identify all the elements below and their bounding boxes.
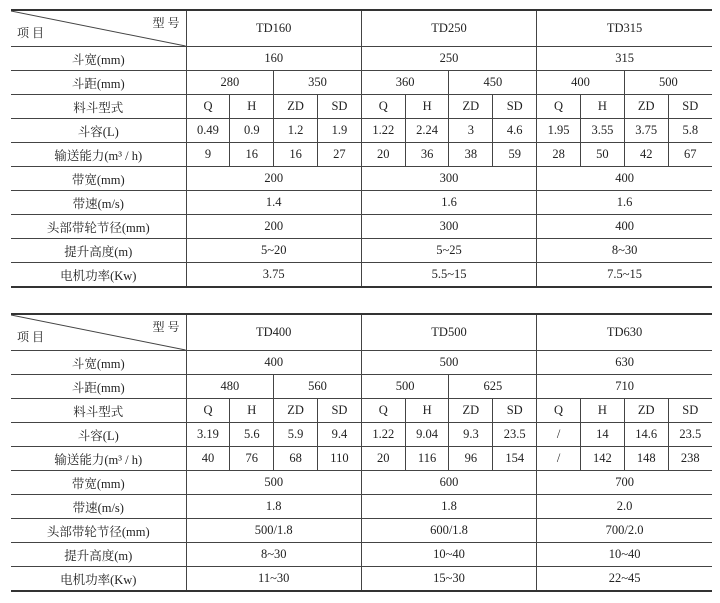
table-cell: 160 [186,47,361,71]
table-cell: 22~45 [537,567,712,592]
table-cell: 10~40 [537,543,712,567]
table-row [11,399,712,423]
table-cell: 1.8 [361,495,536,519]
model-header-cell: TD400 [186,314,361,351]
table-cell: 23.5 [668,423,712,447]
table-cell: 400 [537,167,712,191]
table-row [11,263,712,288]
row-label: 带速(m/s) [11,191,186,215]
table-cell: 0.49 [186,119,230,143]
table-cell: 14.6 [624,423,668,447]
table-cell: 16 [230,143,274,167]
table-cell: 238 [668,447,712,471]
table-cell: 15~30 [361,567,536,592]
table-cell: 5~25 [361,239,536,263]
table-cell: 1.95 [537,119,581,143]
table-cell: 400 [186,351,361,375]
table-cell: 250 [361,47,536,71]
table-cell: 40 [186,447,230,471]
table-cell: 8~30 [186,543,361,567]
table-cell: 360 [361,71,449,95]
table-cell: ZD [449,95,493,119]
table-row [11,239,712,263]
table-cell: 7.5~15 [537,263,712,288]
table-cell: 500/1.8 [186,519,361,543]
table-cell: 700/2.0 [537,519,712,543]
table-cell: 600 [361,471,536,495]
table-row [11,375,712,399]
spec-table-td400-td630 [11,313,712,592]
table-cell: Q [186,95,230,119]
table-row [11,119,712,143]
model-header-cell: TD630 [537,314,712,351]
table-cell: 68 [274,447,318,471]
table-cell: / [537,423,581,447]
table-cell: 59 [493,143,537,167]
table-cell: 4.6 [493,119,537,143]
table-cell: ZD [274,399,318,423]
table-row [11,95,712,119]
table-cell: 9.4 [318,423,362,447]
table-cell: 1.22 [361,423,405,447]
corner-header-cell [11,10,186,47]
row-label: 斗距(mm) [11,71,186,95]
row-label: 提升高度(m) [11,543,186,567]
table-cell: ZD [449,399,493,423]
row-label: 斗宽(mm) [11,47,186,71]
table-cell: 28 [537,143,581,167]
table-row [11,423,712,447]
table-cell: 630 [537,351,712,375]
model-header-cell: TD160 [186,10,361,47]
row-label: 斗距(mm) [11,375,186,399]
table-cell: 2.0 [537,495,712,519]
table-cell: 3.75 [186,263,361,288]
table-row [11,447,712,471]
table-cell: Q [537,95,581,119]
row-label: 提升高度(m) [11,239,186,263]
table-cell: SD [668,95,712,119]
table-cell: 16 [274,143,318,167]
table-cell: 1.9 [318,119,362,143]
table-cell: 1.2 [274,119,318,143]
table-cell: 20 [361,447,405,471]
table-cell: SD [493,95,537,119]
row-label: 头部带轮节径(mm) [11,519,186,543]
table-row [11,167,712,191]
table-row [11,71,712,95]
table-cell: 0.9 [230,119,274,143]
table-cell: H [580,95,624,119]
table-cell: H [405,95,449,119]
table-cell: 560 [274,375,362,399]
table-cell: 5.5~15 [361,263,536,288]
row-label: 输送能力(m³ / h) [11,143,186,167]
table-cell: 154 [493,447,537,471]
table-cell: 14 [580,423,624,447]
row-label: 电机功率(Kw) [11,263,186,288]
table-row [11,519,712,543]
table-cell: 76 [230,447,274,471]
model-header-cell: TD500 [361,314,536,351]
spec-table-td160-td315 [11,9,712,288]
table-cell: 1.22 [361,119,405,143]
table-cell: 300 [361,215,536,239]
table-cell: 148 [624,447,668,471]
model-header-cell: TD250 [361,10,536,47]
table-row [11,215,712,239]
table-cell: 3.19 [186,423,230,447]
table-row [11,471,712,495]
table-cell: 2.24 [405,119,449,143]
table-cell: / [537,447,581,471]
item-header-label: 项 目 [17,26,45,40]
table-cell: H [230,399,274,423]
table-cell: 27 [318,143,362,167]
table-cell: 11~30 [186,567,361,592]
table-cell: 200 [186,215,361,239]
table-cell: 20 [361,143,405,167]
table-cell: 116 [405,447,449,471]
table-row [11,191,712,215]
table-cell: 3 [449,119,493,143]
table-cell: Q [186,399,230,423]
table-cell: 400 [537,215,712,239]
table-cell: 1.6 [361,191,536,215]
item-header-label: 项 目 [17,330,45,344]
table-row [11,143,712,167]
table-cell: 5.8 [668,119,712,143]
table-row [11,543,712,567]
row-label: 料斗型式 [11,95,186,119]
table-cell: 1.4 [186,191,361,215]
table-cell: SD [318,399,362,423]
table-cell: 38 [449,143,493,167]
row-label: 带宽(mm) [11,471,186,495]
table-cell: 400 [537,71,625,95]
table-cell: 5.9 [274,423,318,447]
table-cell: 3.55 [580,119,624,143]
table-cell: 96 [449,447,493,471]
table-cell: SD [668,399,712,423]
table-cell: 300 [361,167,536,191]
table-cell: 3.75 [624,119,668,143]
table-cell: 9.04 [405,423,449,447]
table-cell: 1.6 [537,191,712,215]
table-cell: 36 [405,143,449,167]
row-label: 电机功率(Kw) [11,567,186,592]
corner-header-cell [11,314,186,351]
table-cell: 5~20 [186,239,361,263]
model-header-label: 型 号 [152,320,180,334]
table-row [11,47,712,71]
row-label: 斗容(L) [11,423,186,447]
table-cell: 1.8 [186,495,361,519]
table-cell: 710 [537,375,712,399]
model-header-cell: TD315 [537,10,712,47]
table-cell: 5.6 [230,423,274,447]
table-cell: 10~40 [361,543,536,567]
table-cell: ZD [274,95,318,119]
table-cell: 50 [580,143,624,167]
table-row [11,351,712,375]
row-label: 输送能力(m³ / h) [11,447,186,471]
table-cell: 315 [537,47,712,71]
table-cell: SD [318,95,362,119]
row-label: 头部带轮节径(mm) [11,215,186,239]
table-cell: 450 [449,71,537,95]
table-cell: 9.3 [449,423,493,447]
table-cell: 67 [668,143,712,167]
header-row [11,314,712,351]
table-cell: 700 [537,471,712,495]
table-cell: Q [361,95,405,119]
table-cell: 280 [186,71,274,95]
table-cell: 23.5 [493,423,537,447]
table-cell: H [580,399,624,423]
row-label: 料斗型式 [11,399,186,423]
table-cell: ZD [624,95,668,119]
table-cell: 350 [274,71,362,95]
table-cell: 500 [361,351,536,375]
table-cell: 8~30 [537,239,712,263]
model-header-label: 型 号 [152,16,180,30]
table-row [11,567,712,592]
table-cell: 142 [580,447,624,471]
table-cell: ZD [624,399,668,423]
table-cell: 625 [449,375,537,399]
table-cell: 500 [186,471,361,495]
table-cell: Q [537,399,581,423]
table-cell: 200 [186,167,361,191]
row-label: 斗宽(mm) [11,351,186,375]
table-cell: 9 [186,143,230,167]
table-cell: 480 [186,375,274,399]
row-label: 斗容(L) [11,119,186,143]
row-label: 带速(m/s) [11,495,186,519]
table-cell: H [405,399,449,423]
table-cell: 600/1.8 [361,519,536,543]
table-cell: SD [493,399,537,423]
table-cell: Q [361,399,405,423]
table-cell: 110 [318,447,362,471]
table-cell: 42 [624,143,668,167]
table-cell: 500 [361,375,449,399]
row-label: 带宽(mm) [11,167,186,191]
table-row [11,495,712,519]
table-cell: H [230,95,274,119]
table-cell: 500 [624,71,712,95]
header-row [11,10,712,47]
